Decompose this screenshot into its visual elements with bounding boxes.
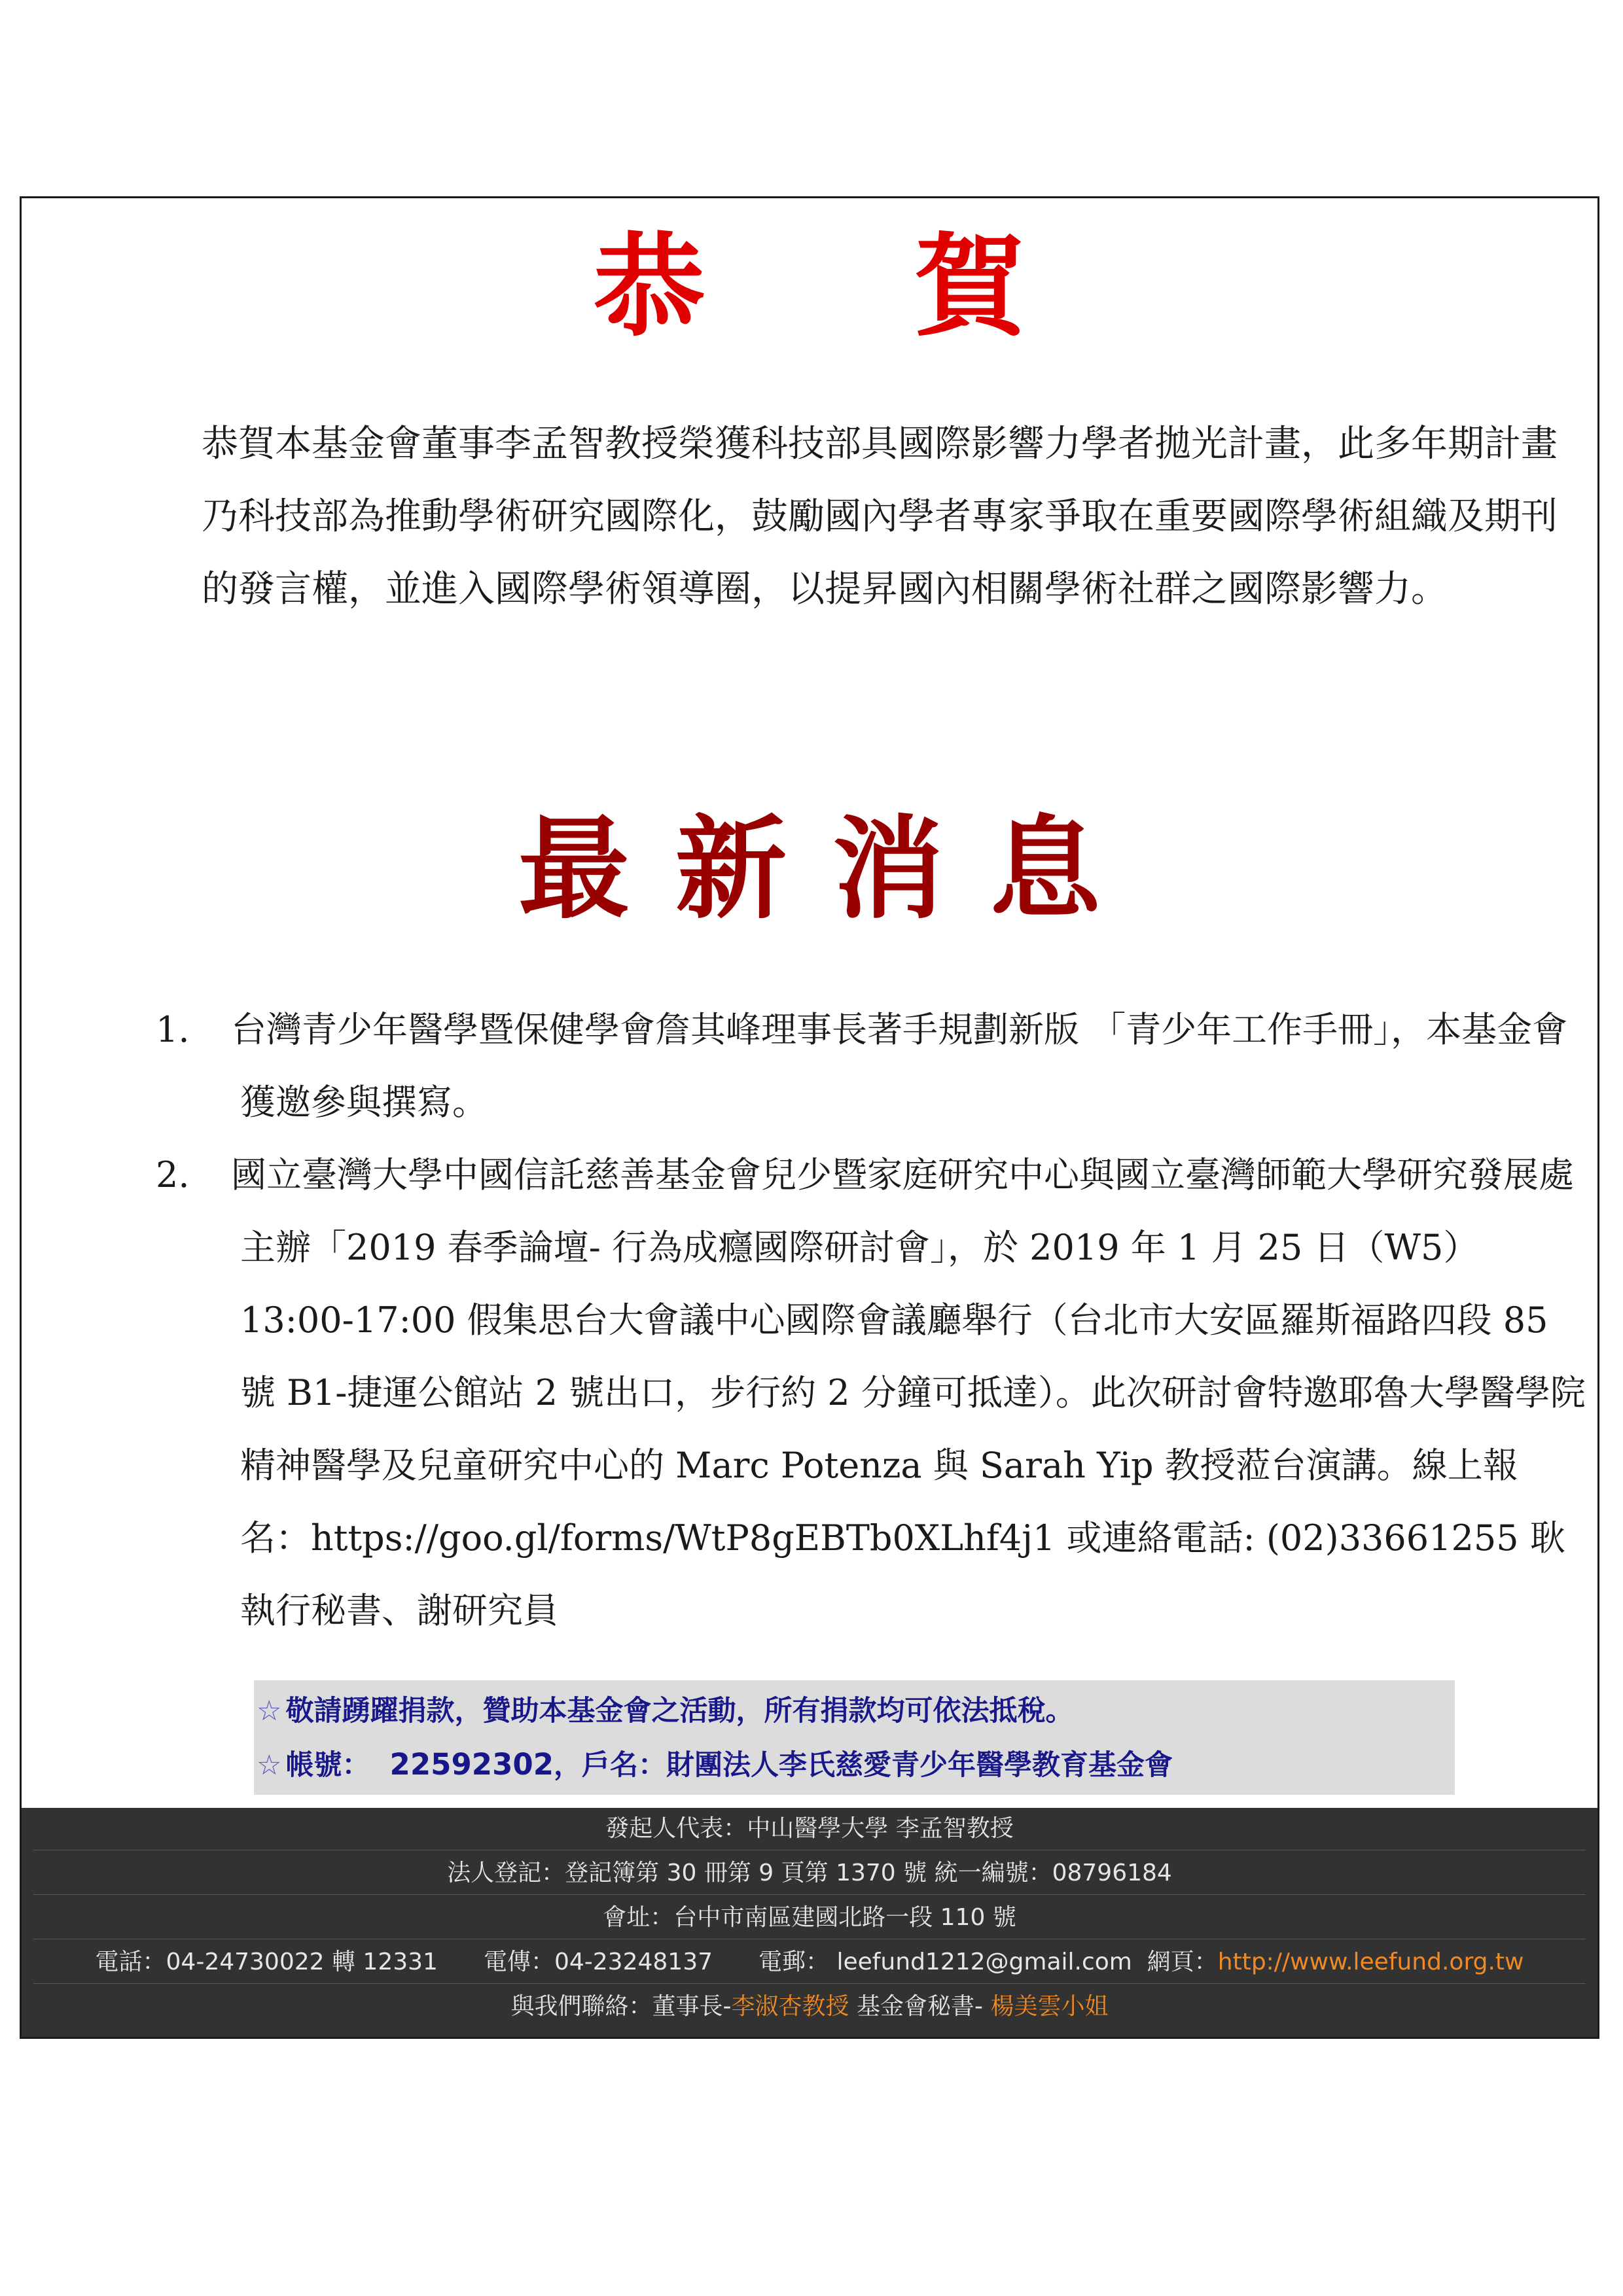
contact-label: 與我們聯絡：董事長- [510, 1993, 732, 2020]
chairman-name: 李淑杏教授 [731, 1993, 849, 2020]
news-item-number: 1. [156, 1009, 190, 1050]
secretary-name: 楊美雲小姐 [990, 1993, 1109, 2020]
registration-text: 法人登記：登記簿第 30 冊第 9 頁第 1370 號 統一編號：08796184 [447, 1860, 1172, 1886]
footer-contact-us [33, 1986, 1586, 2028]
announcement-frame [20, 196, 1599, 2039]
news-item [133, 1139, 1586, 1647]
donation-line [257, 1684, 1455, 1738]
news-item-text: 國立臺灣大學中國信託慈善基金會兒少暨家庭研究中心與國立臺灣師範大學研究發展處主辦「2019 春季論壇- 行為成癮國際研討會」，於 2019 年 1 月 25 日（W5）13:00-17:00 假集思台大會議中心國際會議廳舉行（台北市大安區羅斯福路四段 85 號 B1-捷運公館站 2 號出口，步行約 2 分鐘可抵達）。此次研討會特邀耶魯大學醫學院精神醫學及兒童研究中心的 Marc Potenza 與 Sarah Yip 教授蒞台演講。線上報名：https://goo.gl/forms/WtP8gEBTb0XLhf4j1 或連絡電話: (02)33661255 耿執行秘書、謝研究員 [231, 1154, 1586, 1631]
address-text: 會址：台中市南區建國北路一段 110 號 [603, 1904, 1016, 1931]
footer-registration [33, 1852, 1586, 1895]
website-link[interactable]: http://www.leefund.org.tw [1217, 1949, 1524, 1975]
news-item [133, 993, 1586, 1139]
news-title: 最新消息 [518, 804, 1147, 934]
congrats-title: 恭賀 [593, 221, 1235, 352]
star-icon: ☆ [257, 1695, 282, 1727]
news-item-text: 台灣青少年醫學暨保健學會詹其峰理事長著手規劃新版 「青少年工作手冊」，本基金會獲邀參與撰寫。 [231, 1009, 1568, 1123]
phone-text: 電話：04-24730022 轉 12331 [95, 1949, 438, 1975]
news-list [133, 993, 1586, 1647]
account-number: 22592302 [389, 1747, 554, 1782]
account-name: ，戶名：財團法人李氏慈愛青少年醫學教育基金會 [554, 1749, 1173, 1782]
footer-contact-info [33, 1941, 1586, 1984]
star-icon: ☆ [257, 1749, 282, 1782]
web-label: 網頁： [1147, 1949, 1218, 1975]
donation-box [254, 1680, 1455, 1795]
footer [22, 1808, 1597, 2037]
donation-account-line [257, 1738, 1455, 1792]
news-item-number: 2. [156, 1154, 190, 1195]
footer-founder [33, 1808, 1586, 1850]
account-label: 帳號： [285, 1749, 370, 1782]
fax-text: 電傳：04-23248137 [483, 1949, 713, 1975]
congrats-paragraph: 恭賀本基金會董事李孟智教授榮獲科技部具國際影響力學者拋光計畫，此多年期計畫乃科技部為推動學術研究國際化，鼓勵國內學者專家爭取在重要國際學術組織及期刊的發言權，並進入國際學術領導圈，以提昇國內相關學術社群之國際影響力。 [202, 423, 1558, 610]
email-link[interactable]: 電郵： leefund1212@gmail.com [758, 1949, 1132, 1975]
donation-appeal: 敬請踴躍捐款，贊助本基金會之活動，所有捐款均可依法抵稅。 [285, 1695, 1074, 1727]
footer-address [33, 1897, 1586, 1939]
founder-text: 發起人代表：中山醫學大學 李孟智教授 [605, 1815, 1014, 1842]
secretary-label: 基金會秘書- [849, 1993, 991, 2020]
